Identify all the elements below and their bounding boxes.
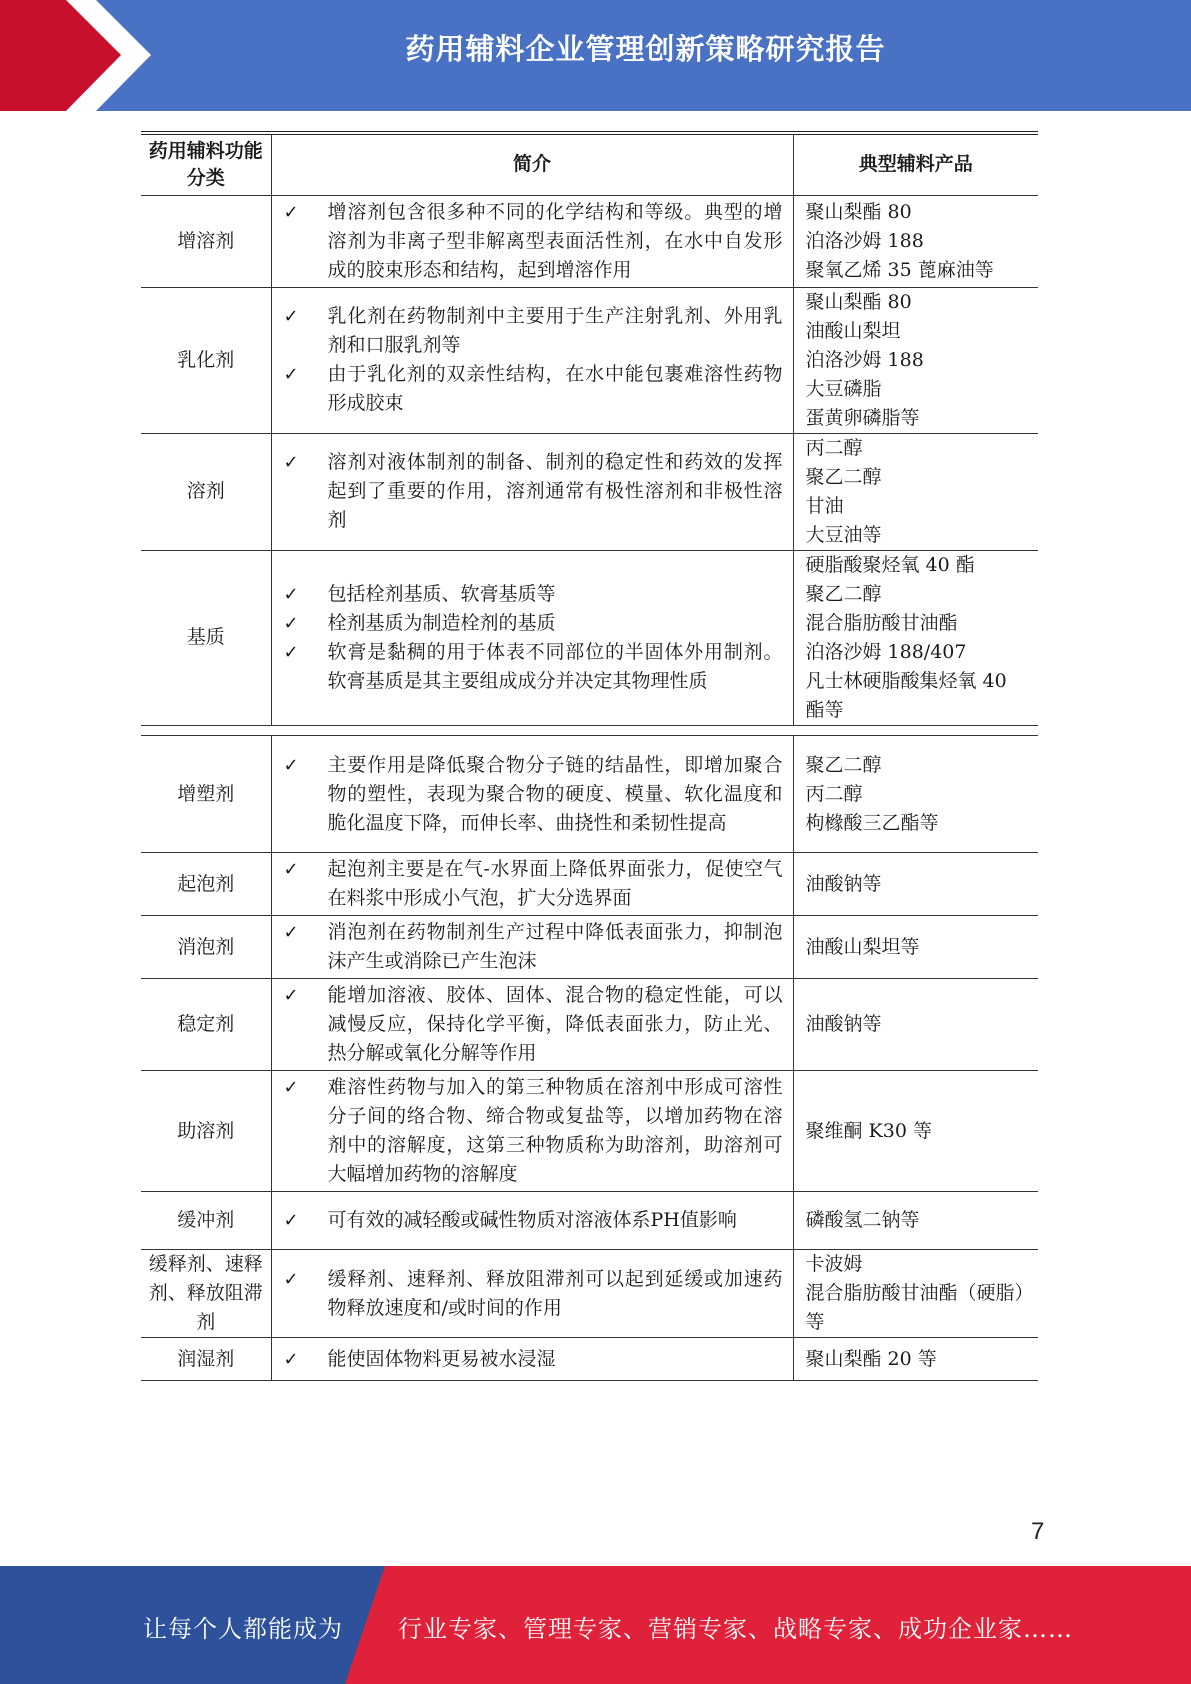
footer-slogan-right: 行业专家、管理专家、营销专家、战略专家、成功企业家……: [398, 1615, 1073, 1643]
category-cell: 起泡剂: [141, 853, 271, 916]
description-bullet: [284, 638, 783, 696]
description-bullet: [284, 1206, 783, 1235]
products-cell: [793, 1250, 1038, 1338]
description-list: [272, 446, 793, 537]
checkmark-icon: ✓: [283, 583, 299, 605]
description-bullet: [284, 751, 783, 838]
products-list: [794, 751, 1039, 838]
category-cell: 溶剂: [141, 433, 271, 550]
checkmark-icon: ✓: [283, 201, 299, 223]
page-number: 7: [1031, 1518, 1045, 1545]
product-item: 枸橼酸三乙酯等: [805, 811, 939, 834]
products-cell: [793, 550, 1038, 725]
description-bullet: [284, 918, 783, 976]
checkmark-icon: ✓: [283, 612, 299, 634]
category-cell: 乳化剂: [141, 287, 271, 433]
category-cell: 助溶剂: [141, 1071, 271, 1192]
description-list: [272, 300, 793, 420]
bullet-text: 消泡剂在药物制剂生产过程中降低表面张力，抑制泡沫产生或消除已产生泡沫: [327, 921, 783, 972]
description-list: [272, 853, 793, 915]
products-list: [794, 1117, 1039, 1146]
table-row: [141, 916, 1038, 979]
description-cell: [271, 1071, 793, 1192]
description-bullet: [284, 1073, 783, 1189]
bullet-text: 能使固体物料更易被水浸湿: [327, 1347, 556, 1370]
product-item: 硬脂酸聚烃氧 40 酯: [805, 553, 975, 576]
checkmark-icon: ✓: [283, 1210, 299, 1231]
description-bullet: [284, 448, 783, 535]
product-item: 泊洛沙姆 188/407: [805, 640, 967, 663]
checkmark-icon: ✓: [283, 985, 299, 1006]
product-item: 蛋黄卵磷脂等: [805, 406, 920, 429]
description-bullet: [284, 360, 783, 418]
report-title: 药用辅料企业管理创新策略研究报告: [405, 32, 886, 66]
description-bullet: [284, 580, 783, 609]
products-cell: [793, 916, 1038, 979]
header-chevron-graphic: [0, 0, 160, 111]
bullet-text: 栓剂基质为制造栓剂的基质: [327, 611, 556, 634]
product-item: 聚乙二醇: [805, 753, 882, 776]
table-row: [141, 287, 1038, 433]
description-bullet: [284, 609, 783, 638]
bullet-text: 包括栓剂基质、软膏基质等: [327, 582, 556, 605]
table-row: [141, 1192, 1038, 1250]
checkmark-icon: ✓: [283, 641, 299, 663]
description-list: [272, 1204, 793, 1237]
product-item: 油酸钠等: [805, 872, 882, 895]
description-cell: [271, 550, 793, 725]
description-bullet: [284, 1265, 783, 1323]
bullet-text: 难溶性药物与加入的第三种物质在溶剂中形成可溶性分子间的络合物、缔合物或复盐等，以增加药物在溶剂中的溶解度，这第三种物质称为助溶剂，助溶剂可大幅增加药物的溶解度: [327, 1076, 783, 1185]
category-cell: 缓冲剂: [141, 1192, 271, 1250]
header-products: 典型辅料产品: [793, 133, 1038, 195]
checkmark-icon: ✓: [283, 306, 299, 327]
description-bullet: [284, 1345, 783, 1374]
bullet-text: 软膏是黏稠的用于体表不同部位的半固体外用制剂。软膏基质是其主要组成成分并决定其物理性质: [327, 640, 783, 692]
products-list: [794, 551, 1039, 725]
products-list: [794, 1010, 1039, 1039]
product-item: 混合脂肪酸甘油酯: [805, 611, 958, 634]
product-item: 泊洛沙姆 188: [805, 229, 924, 252]
products-cell: [793, 195, 1038, 287]
category-cell: 润湿剂: [141, 1338, 271, 1381]
product-item: 甘油: [805, 494, 844, 517]
products-list: [794, 1250, 1039, 1337]
table-row: [141, 736, 1038, 853]
excipient-table-1: [141, 131, 1038, 726]
description-list: [272, 916, 793, 978]
products-cell: [793, 853, 1038, 916]
description-list: [272, 196, 793, 287]
checkmark-icon: ✓: [283, 922, 299, 943]
checkmark-icon: ✓: [283, 1348, 299, 1370]
product-item: 大豆磷脂: [805, 377, 882, 400]
description-bullet: [284, 981, 783, 1068]
product-item: 油酸山梨坦等: [805, 935, 920, 958]
bullet-text: 由于乳化剂的双亲性结构，在水中能包裹难溶性药物形成胶束: [327, 363, 783, 414]
products-list: [794, 434, 1039, 550]
excipient-table-2: [141, 735, 1038, 1381]
description-bullet: [284, 855, 783, 913]
description-list: [272, 749, 793, 840]
category-cell: 稳定剂: [141, 979, 271, 1071]
product-item: 丙二醇: [805, 782, 863, 805]
bullet-text: 缓释剂、速释剂、释放阻滞剂可以起到延缓或加速药物释放速度和/或时间的作用: [327, 1267, 783, 1319]
products-list: [794, 1345, 1039, 1374]
products-list: [794, 198, 1039, 285]
product-item: 丙二醇: [805, 436, 863, 459]
footer-band: [0, 1566, 1191, 1684]
product-item: 聚维酮 K30 等: [805, 1119, 932, 1142]
table-row: [141, 979, 1038, 1071]
description-cell: [271, 287, 793, 433]
product-item: 大豆油等: [805, 523, 882, 546]
table-row: [141, 433, 1038, 550]
category-cell: 缓释剂、速释剂、释放阻滞剂: [141, 1250, 271, 1338]
product-item: 聚乙二醇: [805, 582, 882, 605]
description-cell: [271, 195, 793, 287]
bullet-text: 起泡剂主要是在气-水界面上降低界面张力，促使空气在料浆中形成小气泡，扩大分选界面: [327, 858, 783, 909]
bullet-text: 增溶剂包含很多种不同的化学结构和等级。典型的增溶剂为非离子型非解离型表面活性剂，在水中自发形成的胶束形态和结构，起到增溶作用: [327, 200, 783, 281]
products-list: [794, 288, 1039, 433]
product-item: 油酸钠等: [805, 1013, 882, 1035]
description-list: [272, 1263, 793, 1325]
product-item: 聚山梨酯 80: [805, 200, 912, 223]
header-band: [0, 0, 1191, 111]
product-item: 磷酸氢二钠等: [805, 1209, 920, 1231]
checkmark-icon: ✓: [283, 1268, 299, 1290]
table-row: [141, 1250, 1038, 1338]
description-cell: [271, 736, 793, 853]
products-cell: [793, 736, 1038, 853]
description-cell: [271, 1250, 793, 1338]
checkmark-icon: ✓: [283, 364, 299, 385]
header-category: 药用辅料功能分类: [141, 133, 271, 195]
checkmark-icon: ✓: [283, 452, 299, 473]
table-row: [141, 853, 1038, 916]
bullet-text: 溶剂对液体制剂的制备、制剂的稳定性和药效的发挥起到了重要的作用，溶剂通常有极性溶剂和非极性溶剂: [327, 451, 783, 531]
bullet-text: 主要作用是降低聚合物分子链的结晶性，即增加聚合物的塑性，表现为聚合物的硬度、模量、软化温度和脆化温度下降，而伸长率、曲挠性和柔韧性提高: [327, 753, 783, 834]
products-cell: [793, 287, 1038, 433]
bullet-text: 可有效的减轻酸或碱性物质对溶液体系PH值影响: [327, 1209, 737, 1231]
products-cell: [793, 1338, 1038, 1381]
product-item: 聚山梨酯 80: [805, 290, 912, 313]
table-header-row: [141, 133, 1038, 195]
description-list: [272, 1343, 793, 1376]
products-cell: [793, 1192, 1038, 1250]
products-cell: [793, 1071, 1038, 1192]
checkmark-icon: ✓: [283, 859, 299, 880]
bullet-text: 能增加溶液、胶体、固体、混合物的稳定性能，可以减慢反应，保持化学平衡，降低表面张力，防止光、热分解或氧化分解等作用: [327, 984, 783, 1064]
product-item: 聚乙二醇: [805, 465, 882, 488]
description-cell: [271, 433, 793, 550]
description-bullet: [284, 302, 783, 360]
category-cell: 基质: [141, 550, 271, 725]
product-item: 油酸山梨坦: [805, 319, 901, 342]
product-item: 混合脂肪酸甘油酯（硬脂）等: [805, 1282, 1025, 1333]
description-cell: [271, 853, 793, 916]
category-cell: 增塑剂: [141, 736, 271, 853]
checkmark-icon: ✓: [283, 754, 299, 776]
description-cell: [271, 1338, 793, 1381]
description-bullet: [284, 198, 783, 285]
product-item: 聚氧乙烯 35 蓖麻油等: [805, 258, 994, 281]
product-item: 卡波姆: [805, 1253, 863, 1275]
description-cell: [271, 1192, 793, 1250]
products-list: [794, 870, 1039, 899]
category-cell: 增溶剂: [141, 195, 271, 287]
footer-slogan-left: 让每个人都能成为: [143, 1615, 343, 1643]
table-row: [141, 1071, 1038, 1192]
products-list: [794, 1206, 1039, 1235]
product-item: 凡士林硬脂酸集烃氧 40 酯等: [805, 669, 1007, 721]
table-row: [141, 550, 1038, 725]
description-cell: [271, 979, 793, 1071]
checkmark-icon: ✓: [283, 1077, 299, 1098]
products-list: [794, 933, 1039, 962]
description-list: [272, 578, 793, 698]
description-list: [272, 1071, 793, 1191]
product-item: 聚山梨酯 20 等: [805, 1347, 937, 1370]
category-cell: 消泡剂: [141, 916, 271, 979]
table-row: [141, 195, 1038, 287]
header-description: 简介: [271, 133, 793, 195]
products-cell: [793, 979, 1038, 1071]
product-item: 泊洛沙姆 188: [805, 348, 924, 371]
table-row: [141, 1338, 1038, 1381]
description-list: [272, 979, 793, 1070]
bullet-text: 乳化剂在药物制剂中主要用于生产注射乳剂、外用乳剂和口服乳剂等: [327, 305, 783, 356]
description-cell: [271, 916, 793, 979]
products-cell: [793, 433, 1038, 550]
